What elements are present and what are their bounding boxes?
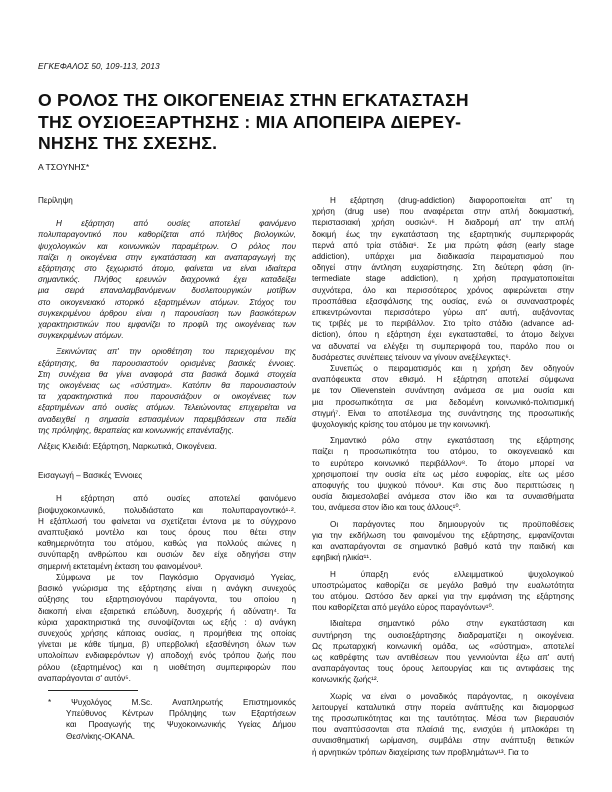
text-line: εξαρτημένων από ουσίες ατόμων. Τελειώνοντας επιχειρείται να: [38, 403, 296, 413]
text-line: δυσάρεστες συνέπειες τείνουν να γίνουν ανεξέλεγκτες⁶.: [312, 352, 511, 362]
text-line: εφηβική ηλικία¹¹.: [312, 553, 372, 563]
text-line: κοινωνικής ζωής¹².: [312, 675, 379, 685]
body-paragraph: [312, 363, 574, 430]
text-line: τις τριβές με το περιβάλλον. Στο τρίτο στάδιο (advance ad-: [312, 319, 574, 329]
text-line: περιστασιακή χρήση ουσιών⁶. Η διαδρομή απ' την απλή: [312, 218, 574, 228]
text-line: με τον Olievenstein συνάντηση ανάμεσα σε μια ουσία και: [312, 386, 574, 396]
text-line: ως καθρέφτης των αντιθέσεων που γεννιούνται έξω απ' αυτή: [312, 652, 574, 662]
text-line: και αναπαράγονται σε σημαντικό βαθμό κατά την παιδική και: [312, 542, 574, 552]
body-paragraph: [312, 195, 574, 363]
journal-citation: ΕΓΚΕΦΑΛΟΣ 50, 109-113, 2013: [38, 61, 160, 71]
text-line: Ξεκινώντας απ' την οριοθέτηση του περιεχομένου της: [56, 347, 296, 357]
text-line: * Ψυχολόγος M.Sc. Αναπληρωτής Επιστημονικός: [48, 697, 296, 707]
text-line: αναδειχθεί η σημασία εστιασμένων παρεμβάσεων στα πεδία: [38, 414, 296, 424]
text-line: ρόλου (εξαρτημένος) και η υιοθέτηση συμπεριφορών που: [38, 662, 296, 672]
article-title: [38, 90, 578, 155]
text-line: αναπαράγοντας τους όρους λειτουργίας και τις αντιφάσεις της: [312, 664, 574, 674]
text-line: πολυπαραγοντικό που καθορίζεται από πλήθος βιολογικών,: [38, 230, 296, 240]
text-line: Ως πρωταρχική κοινωνική ομάδα, ως «σύστημα», αποτελεί: [312, 641, 574, 651]
text-line: γίνεται με κάθε τίμημα, β) υπερβολική εξασθένηση όλων των: [38, 640, 296, 650]
text-line: να αδυνατεί να ελέγξει τη συμπεριφορά του, παρόλο που οι: [312, 341, 574, 351]
text-line: σημαντικός. Πλήθος ερευνών διαχρονικά έχει καταδείξει: [38, 275, 296, 285]
text-line: συγκεκριμένου άρθρου είναι η παρουσίαση των βασικότερων: [38, 308, 296, 318]
text-line: υποστρώματος καθορίζει σε μεγάλο βαθμό την ευαλωτότητα: [312, 580, 574, 590]
text-line: Η εξάπλωσή του φαίνεται να σχετίζεται έντονα με το σύγχρονο: [38, 516, 296, 526]
body-paragraph: [38, 493, 296, 571]
text-line: ή αρνητικών τρόπων διαχείρισης των προβλημάτων¹³. Για το: [312, 747, 529, 757]
text-line: Στη συνέχεια θα γίνει αναφορά στα βασικά δομικά στοιχεία: [38, 369, 296, 379]
text-line: βιοψυχοκοινωνικό, πολυδιάστατο και πολυπαραγοντικό¹·².: [38, 505, 296, 515]
text-line: διακοπή είναι εξαιρετικά επώδυνη, δυσχερής ή αδύνατη⁴. Τα: [38, 606, 296, 616]
text-line: αναπόφευκτα στον εθισμό. Η εξάρτηση αποτελεί σύμφωνα: [312, 375, 574, 385]
text-line: της προσωπικότητας και της ταυτότητας. Μέσα των βιεραυσιόν: [312, 713, 574, 723]
text-line: δοκιμή έως την εγκατάσταση της εξαρτητικής συμπεριφοράς: [312, 229, 574, 239]
abstract-paragraph: [38, 218, 296, 341]
text-line: Η εξάρτηση (drug-addiction) διαφοροποιείται απ' τη: [330, 196, 574, 205]
text-line: εξάρτησης στο ξεχωριστό άτομο, φαίνεται να είναι ιδιαίτερα: [38, 264, 296, 274]
text-line: Υπεύθυνος Κέντρων Πρόληψης των Εξαρτήσεων: [66, 709, 296, 719]
text-line: diction), όπου η εξάρτηση έχει εγκατασταθεί, το άτομο δείχνει: [312, 330, 574, 340]
text-line: Οι παράγοντες που δημιουργούν τις προϋποθέσεις: [330, 519, 574, 529]
text-line: ουσία διαμεσολαβεί ανάμεσα στον ίδιο και τα συναισθήματα: [312, 492, 574, 502]
text-line: που αναπτύσσονται στα πλαίσιά της, ενισχύει ή μπλοκάρει τη: [312, 725, 574, 735]
text-line: αποφυγής του ψυχικού πόνου⁹. Και στις δυο περιπτώσεις η: [312, 481, 574, 491]
text-line: Ιδιαίτερα σημαντικό ρόλο στην εγκατάσταση και: [330, 619, 574, 629]
text-line: αναπαράγονται σ' αυτόν⁵.: [38, 673, 131, 683]
section-heading: Εισαγωγή – Βασικές Έννοιες: [38, 471, 143, 481]
text-line: στο οικογενειακό ιστορικό εξαρτημένων ατόμων. Στόχος του: [38, 297, 296, 307]
text-line: υπολοίπων ενδιαφερόντων γ) αποδοχή ενός τρόπου ζωής που: [38, 651, 296, 661]
body-paragraph: [38, 572, 296, 684]
keywords: Λέξεις Κλειδιά: Εξάρτηση, Ναρκωτικά, Οικογένεια.: [38, 442, 217, 452]
text-line: συνεχούς χρήσης κάποιας ουσίας, η προμήθεια της οποίας: [38, 628, 296, 638]
text-line: χαρακτηριστικών που εμφανίζει το προφίλ της οικογένειας των: [38, 320, 296, 330]
text-line: λειτουργεί καταλυτικά στην πορεία ανάπτυξης και διαμορφωσ: [312, 702, 574, 712]
text-line: χρήση (drug use) που αναφέρεται στην απλή δοκιμαστική,: [312, 207, 574, 217]
text-line: του, ανάμεσα στον ίδιο και τους άλλους¹⁰.: [312, 503, 461, 513]
text-line: του ατόμου. Ωστόσο δεν αρκεί για την εμφάνιση της εξάρτησης: [312, 591, 574, 601]
text-line: εξάρτησης, θα παρουσιαστούν ορισμένες βασικές έννοιες.: [38, 358, 296, 368]
text-line: σημερινή εκτεταμένη έκταση του φαινομένου³.: [38, 561, 203, 571]
text-line: Συνεπώς ο πειραματισμός και η χρήση δεν οδηγούν: [330, 364, 574, 374]
text-line: μια σειρά επαναλαμβανόμενων δυσλειτουργικών μοτίβων: [38, 286, 296, 296]
text-line: Η ύπαρξη ενός ελλειμματικού ψυχολογικού: [330, 569, 574, 579]
text-line: παίζει η προσωπικότητα του ατόμου, το οικογενειακό και: [312, 447, 574, 457]
text-line: αναπτυξιακό μοντέλο και τους όρους που θέτει στην: [38, 528, 296, 538]
text-line: termediate stage addiction), η χρήση πραγματοποιείται: [312, 274, 574, 284]
text-line: το ευρύτερο κοινωνικό περιβάλλον⁸. Το άτομο μπορεί να: [312, 458, 574, 468]
text-line: ψυχολογικών και κοινωνικών παραμέτρων. Ο ρόλος που: [38, 241, 296, 251]
text-line: συντήρηση της ουσιοεξάρτησης διαδραματίζει η οικογένεια.: [312, 630, 574, 640]
text-line: συνύπαρξη ανθρώπου και ουσιών δεν είχε οδηγήσει στην: [38, 550, 296, 560]
text-line: οδηγεί στην άντληση ευχαρίστησης. Στη δεύτερη φάση (in-: [312, 263, 574, 273]
text-line: Η εξάρτηση από ουσίες αποτελεί φαινόμενο: [56, 219, 296, 229]
right-column: [312, 195, 574, 758]
footnote-rule: [48, 690, 138, 691]
text-line: στιγμή⁷. Είναι το αποτέλεσμα της συνάντησης της προσωπικής: [312, 408, 574, 418]
text-line: της οικογένειας ως «σύστημα». Κατόπιν θα παρουσιαστούν: [38, 381, 296, 391]
text-line: Σημαντικό ρόλο στην εγκατάσταση της εξάρτησης: [330, 436, 574, 446]
text-line: και Προαγωγής της Ψυχοκοινωνικής Υγείας Δήμου: [66, 720, 296, 730]
text-line: τα χαρακτηριστικά που παρουσιάζουν οι οικογένειες των: [38, 392, 296, 402]
text-line: αύξησης του εξαρτησιογόνου παράγοντα, του οποίου η: [38, 595, 296, 605]
text-line: παίζει η οικογένεια στην εγκατάσταση και αναπαραγωγή της: [38, 252, 296, 262]
body-paragraph: [312, 691, 574, 758]
text-line: καθημερινότητα του ατόμου, καθώς για πολλούς αιώνες η: [38, 539, 296, 549]
text-line: Σύμφωνα με τον Παγκόσμιο Οργανισμό Υγείας,: [56, 572, 296, 582]
text-line: Χωρίς να είναι ο μοναδικός παράγοντας, η οικογένεια: [330, 691, 574, 701]
title-line: ΝΗΣΗΣ ΤΗΣ ΣΧΕΣΗΣ.: [38, 133, 218, 153]
body-paragraph: [312, 519, 574, 564]
text-line: προσπάθεια εξασφάλισης της ουσίας, ενώ οι συναναστροφές: [312, 296, 574, 306]
text-line: Η εξάρτηση από ουσίες αποτελεί φαινόμενο: [56, 494, 296, 504]
body-paragraph: [312, 569, 574, 614]
text-line: για την εκδήλωση του φαινομένου της εξάρτησης, εμφανίζονται: [312, 530, 574, 540]
text-line: κύρια χαρακτηριστικά της συνοψίζονται ως εξής : α) ανάγκη: [38, 617, 296, 627]
text-line: συγκεκριμένων ατόμων.: [38, 331, 124, 341]
title-line: Ο ΡΟΛΟΣ ΤΗΣ ΟΙΚΟΓΕΝΕΙΑΣ ΣΤΗΝ ΕΓΚΑΤΑΣΤΑΣΗ: [38, 90, 469, 110]
text-line: μια προσωπικότητα σε μια δεδομένη κοινωνικό-πολιτισμική: [312, 397, 574, 407]
author-name: Α ΤΣΟΥΝΗΣ*: [38, 162, 90, 172]
text-line: συναισθηματική ωρίμανση, συμβάλει στην ανάπτυξη θετικών: [312, 736, 574, 746]
body-paragraph: [312, 435, 574, 513]
text-line: επικεντρώνονται περισσότερο γύρω απ' αυτή, αυξάνοντας: [312, 308, 574, 318]
text-line: περνά από τρία στάδια⁶. Σε μια πρώτη φάση (early stage: [312, 240, 574, 250]
text-line: ψυχολογικής κρίσης του ατόμου με την κοινωνική.: [312, 420, 491, 430]
abstract-paragraph: [38, 346, 296, 436]
text-line: βασικό γνώρισμα της εξάρτησης είναι η ανάγκη συνεχούς: [38, 584, 296, 594]
left-column: [38, 195, 296, 742]
text-line: της πρόληψης, θεραπείας και κοινωνικής επανένταξης.: [38, 425, 234, 435]
text-line: Θεσ/νίκης-ΟΚΑΝΑ.: [66, 731, 135, 741]
author-footnote: [38, 697, 296, 742]
body-paragraph: [312, 618, 574, 685]
text-line: addiction), υπάρχει μια διαδικασία πειραματισμού που: [312, 252, 574, 262]
title-line: ΤΗΣ ΟΥΣΙΟΕΞΑΡΤΗΣΗΣ : ΜΙΑ ΑΠΟΠΕΙΡΑ ΔΙΕΡΕΥ-: [38, 111, 462, 132]
abstract-heading: Περίληψη: [38, 196, 73, 205]
text-line: συχνότερα, όλο και περισσότερος χρόνος αφιερώνεται στην: [312, 285, 574, 295]
text-line: που καθορίζεται από μεγάλο εύρος παραγόντων¹⁰.: [312, 603, 495, 613]
text-line: χρησιμοποιεί την ουσία είτε ως μέσο ευφορίας, είτε ως μέσο: [312, 469, 574, 479]
